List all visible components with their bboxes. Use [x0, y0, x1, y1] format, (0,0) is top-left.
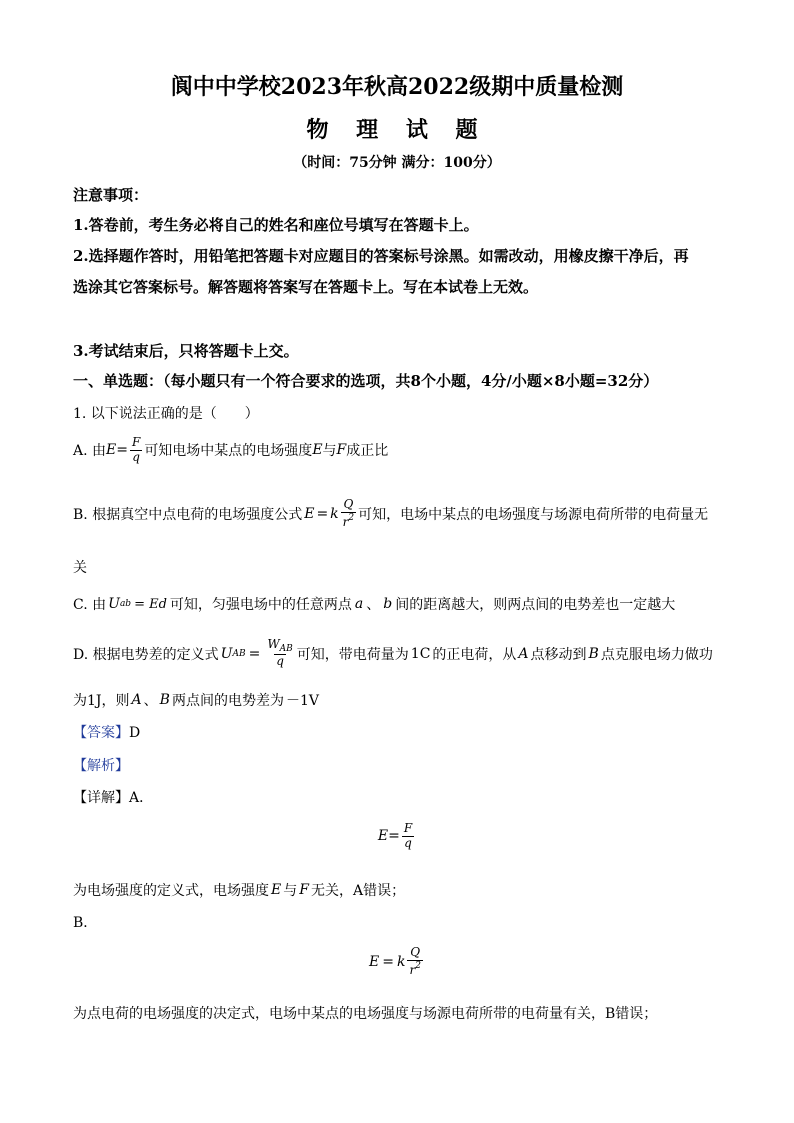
detail-b-label: B． [73, 915, 98, 931]
exponent-2: 2 [348, 512, 355, 523]
option-d-cont-sep: 、 [143, 693, 158, 709]
point-a: A [131, 692, 142, 708]
fraction-denominator: q [404, 835, 412, 850]
option-a-prefix: A. 由 [73, 443, 107, 460]
option-a [73, 436, 388, 465]
fraction-q-over-r2 [407, 946, 422, 978]
fraction-denominator [407, 960, 422, 978]
symbol-e: E [271, 882, 282, 898]
formula-e-symbol: E [304, 505, 315, 522]
display-formula-e-f-q [0, 822, 794, 851]
point-b: B [588, 645, 599, 662]
formula-rhs: = Ed [134, 596, 167, 612]
explanation-a [73, 880, 405, 900]
symbol-b: b [383, 596, 393, 612]
option-c [73, 594, 675, 614]
formula-equals: = [388, 828, 400, 845]
charge-value: 1C [410, 645, 431, 662]
answer-line [73, 722, 140, 742]
fraction-numerator: Q [410, 945, 421, 959]
note-3: 3.考试结束后，只将答题卡上交。 [73, 342, 299, 360]
exam-time-info: （时间：75分钟 满分：100分） [293, 155, 501, 171]
exponent-2: 2 [415, 960, 421, 971]
question-stem: 1. 以下说法正确的是（ ） [73, 406, 259, 422]
analysis-tag: 【解析】 [73, 758, 129, 774]
point-b: B [159, 692, 170, 708]
formula-equals: = [316, 505, 329, 522]
fraction-numerator: F [131, 435, 141, 449]
notes-heading: 注意事项： [73, 186, 149, 204]
formula-u-symbol: U [108, 596, 120, 612]
formula-e-symbol: E [369, 953, 380, 970]
point-a: A [518, 645, 529, 662]
option-d-cont-text: 为1J，则 [73, 693, 130, 709]
fraction-f-over-q [402, 822, 414, 851]
option-b [73, 498, 708, 530]
option-c-prefix: C. 由 [73, 597, 107, 613]
formula-u-symbol: U [220, 645, 233, 662]
explanation-b: 为点电荷的电场强度的决定式，电场中某点的电场强度与场源电荷所带的电荷量有关，B错误； [73, 1006, 658, 1022]
option-b-text: 可知，电场中某点的电场强度与场源电荷所带的电荷量无 [358, 506, 709, 523]
detail-a-label: A． [129, 790, 154, 806]
fraction-numerator: Q [343, 497, 354, 511]
fraction-denominator: q [276, 654, 284, 669]
symbol-r: r [342, 514, 349, 529]
option-d-text-4: 点克服电场力做功 [600, 646, 713, 663]
option-d [73, 638, 713, 669]
subscript-ab: AB [279, 644, 293, 654]
fraction-w-over-q [265, 638, 294, 669]
option-a-text: 可知电场中某点的电场强度 [144, 443, 313, 460]
symbol-f: F [336, 442, 347, 459]
symbol-f: F [299, 882, 309, 898]
note-2-line-1: 2.选择题作答时，用铅笔把答题卡对应题目的答案标号涂黑。如需改动，用橡皮擦干净后，再 [73, 247, 689, 265]
formula-e-symbol: E [106, 442, 117, 459]
option-d-continuation [73, 690, 319, 710]
display-formula-e-kq-r2 [0, 946, 794, 978]
note-2-line-2: 选涂其它答案标号。解答题将答案写在答题卡上。写在本试卷上无效。 [73, 278, 539, 296]
symbol-r: r [409, 962, 416, 977]
fraction-denominator: q [132, 449, 140, 464]
fraction-denominator [341, 512, 356, 530]
option-b-continuation: 关 [73, 560, 87, 576]
option-c-text-1: 可知，匀强电场中的任意两点 [169, 597, 352, 613]
potential-difference-value: －1V [285, 693, 319, 709]
exam-subtitle: 物 理 试 题 [306, 117, 488, 143]
note-1: 1.答卷前，考生务必将自己的姓名和座位号填写在答题卡上。 [73, 216, 479, 234]
formula-equals: = [248, 645, 261, 662]
fraction-numerator [265, 638, 294, 654]
explanation-a-end: 无关，A错误； [310, 883, 406, 899]
formula-equals: = [116, 442, 128, 459]
subscript-ab: ab [119, 599, 132, 609]
detail-line [73, 787, 153, 807]
option-b-prefix: B. 根据真空中点电荷的电场强度公式 [73, 506, 303, 523]
subscript-ab: AB [232, 648, 246, 659]
option-a-end: 成正比 [346, 443, 389, 460]
detail-tag: 【详解】 [73, 790, 129, 806]
option-c-sep: 、 [366, 597, 381, 613]
fraction-q-over-r2 [341, 498, 356, 530]
answer-tag: 【答案】 [73, 725, 129, 741]
option-d-text-2: 的正电荷，从 [432, 646, 517, 663]
formula-equals: = [382, 953, 394, 970]
exam-title: 阆中中学校2023年秋高2022级期中质量检测 [170, 74, 624, 100]
explanation-a-mid: 与 [283, 883, 298, 899]
answer-value: D [129, 725, 141, 741]
option-d-text-3: 点移动到 [530, 646, 587, 663]
formula-k: k [330, 505, 339, 522]
formula-e-symbol: E [377, 828, 389, 845]
option-c-text-2: 间的距离越大，则两点间的电势差也一定越大 [395, 597, 676, 613]
option-d-prefix: D. 根据电势差的定义式 [73, 646, 219, 663]
option-d-cont-end: 两点间的电势差为 [171, 693, 284, 709]
section-heading: 一、单选题：（每小题只有一个符合要求的选项，共8个小题，4分/小题×8小题=32分） [73, 372, 659, 390]
fraction-numerator: F [403, 821, 413, 835]
symbol-a: a [354, 596, 364, 612]
explanation-a-text: 为电场强度的定义式，电场强度 [73, 883, 269, 899]
option-d-text-1: 可知，带电荷量为 [296, 646, 409, 663]
fraction-f-over-q [130, 436, 142, 465]
option-a-mid: 与 [322, 443, 337, 460]
symbol-w: W [267, 637, 280, 651]
formula-k: k [397, 953, 406, 970]
symbol-e: E [312, 442, 323, 459]
